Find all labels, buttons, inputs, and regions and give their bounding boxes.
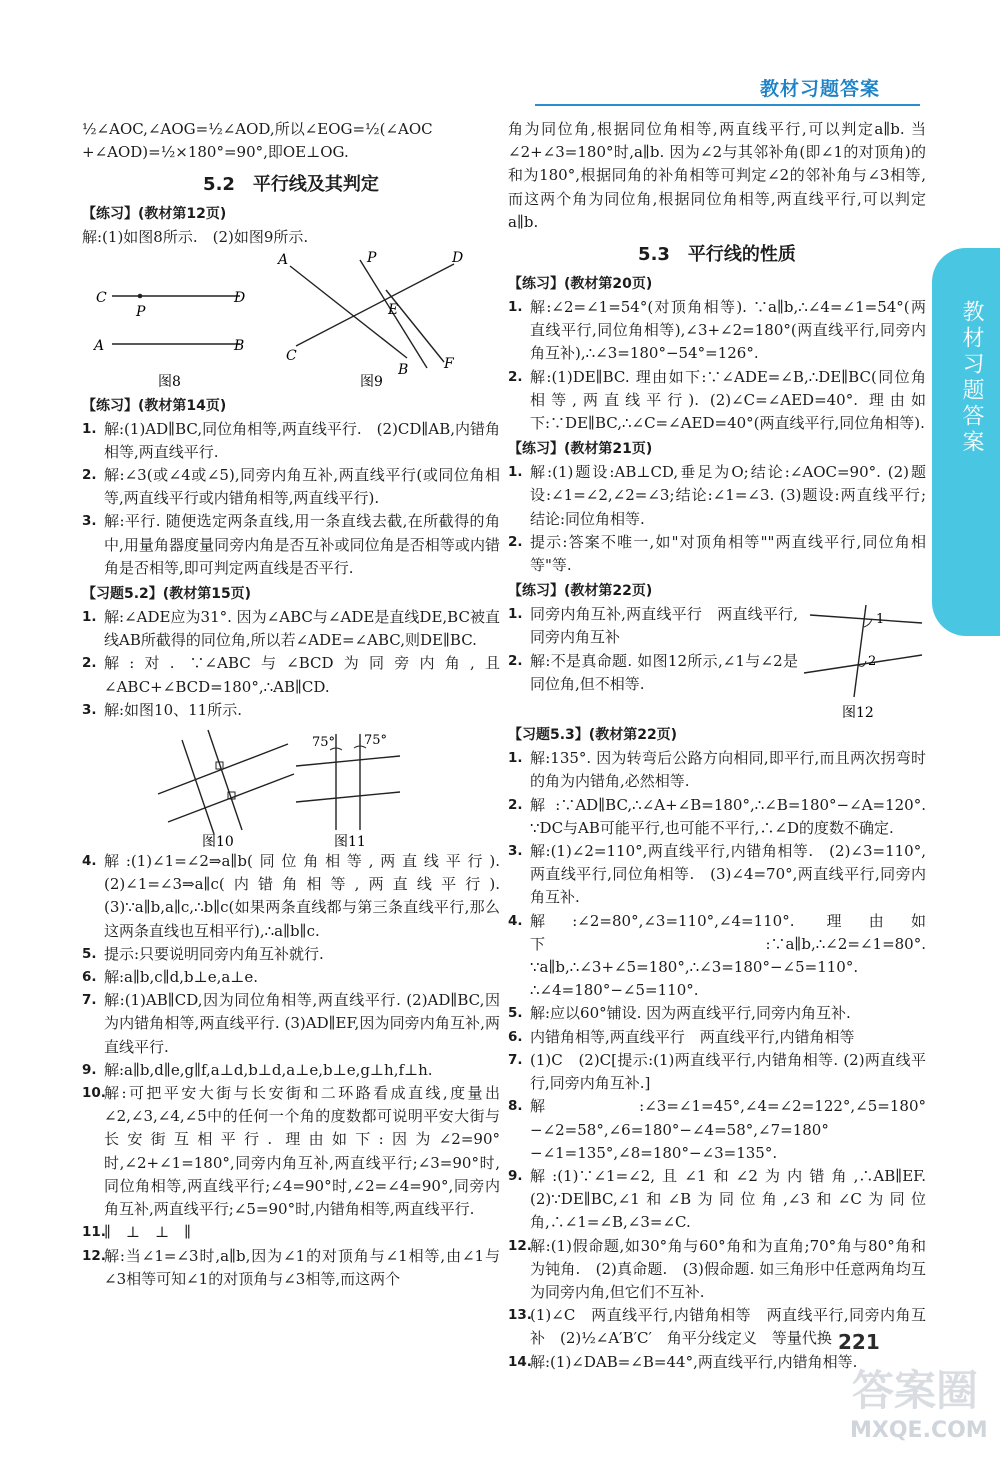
fig11-caption: 图11 [334, 834, 366, 851]
list-item: 1. 解:∠ADE应为31°. 因为∠ABC与∠ADE是直线DE,BC被直线AB所截得的同位角,所以若∠ADE=∠ABC,则DE∥BC. [82, 608, 500, 650]
figures-10-11 [82, 722, 500, 850]
exercise-title-p20: 【练习】(教材第20页) [508, 276, 653, 293]
list-item: 9. 解:(1)∵∠1=∠2,且∠1和∠2为内错角,∴AB∥EF. (2)∵DE∥BC,∠1和∠B为同位角,∠3和∠C为同位角,∴∠1=∠B,∠3=∠C. [508, 1166, 926, 1232]
list-item: 3. 解:(1)∠2=110°,两直线平行,内错角相等. (2)∠3=110°,两直线平行,同位角相等. (3)∠4=70°,两直线平行,同旁内角互补. [508, 842, 926, 907]
header-rule [535, 104, 920, 106]
list-item: 2. 提示:答案不唯一,如"对顶角相等""两直线平行,同位角相等"等. [508, 532, 926, 575]
list-item: 2. 解:(1)DE∥BC. 理由如下:∵∠ADE=∠B,∴DE∥BC(同位角相等,两直线平行). (2)∠C=∠AED=40°. 理由如下:∵DE∥BC,∴∠C=∠AED=40°(两直线平行,同位角相等). [508, 367, 926, 433]
figures-8-9 [82, 250, 500, 392]
exercise-title-p22: 【练习】(教材第22页) [508, 583, 653, 600]
fig12-caption: 图12 [842, 705, 874, 722]
list-item: 7. 解:(1)AB∥CD,因为同位角相等,两直线平行. (2)AD∥BC,因为内错角相等,两直线平行. (3)AD∥EF,因为同旁内角互补,两直线平行. [82, 991, 500, 1056]
fig9-label-A: A [278, 251, 289, 268]
fig9-label-B: B [398, 361, 409, 378]
fig9-label-D: D [452, 249, 464, 266]
fig10-caption: 图10 [202, 834, 234, 851]
section-heading-5-2: 5.2 平行线及其判定 [203, 174, 379, 196]
fig9-caption: 图9 [360, 373, 383, 390]
fig9-label-P: P [367, 249, 377, 266]
list-item: 12. 解:(1)假命题,如30°角与60°角和为直角;70°角与80°角和为钝角. (2)真命题. (3)假命题. 如三角形中任意两角均互为同旁内角,但它们不互补. [508, 1236, 926, 1301]
intro-line-2: +∠AOD)=½×180°=90°,即OE⊥OG. [82, 143, 349, 162]
side-tab-label: 教材习题答案 [959, 300, 984, 456]
list-item: 12. 解:当∠1=∠3时,a∥b,因为∠1的对顶角与∠1相等,由∠1与∠3相等可知∠1的对顶角与∠3相等,而这两个 [82, 1246, 500, 1288]
list-item: 2. 解:∵AD∥BC,∴∠A+∠B=180°,∴∠B=180°−∠A=120°. ∵DC与AB可能平行,也可能不平行,∴∠D的度数不确定. [508, 795, 926, 837]
problem-set-title-5-2: 【习题5.2】(教材第15页) [82, 586, 252, 603]
list-item: 10. 解:可把平安大街与长安街和二环路看成直线,度量出∠2,∠3,∠4,∠5中的任何一个角的度数都可说明平安大街与长安街互相平行. 理由如下:因为∠2=90°时,∠2+∠1=180°,同旁内角互补,两直线平行;∠3=90°时,同位角相等,两直线平行;∠4=90°时,∠2=∠4=90°,同旁内角互补,两直线平行;∠5=90°时,内错角相等,两直线平行. [82, 1084, 500, 1219]
list-item: 4. 解:∠2=80°,∠3=110°,∠4=110°. 理由如下:∵a∥b,∴∠2=∠1=80°. ∵a∥b,∴∠3+∠5=180°,∴∠3=180°−∠5=110°. ∴∠4=180°−∠5=110°. [508, 911, 926, 1000]
intro-line-1: ½∠AOC,∠AOG=½∠AOD,所以∠EOG=½(∠AOC [82, 120, 433, 138]
list-item: 3. 解:平行. 随便选定两条直线,用一条直线去截,在所截得的角中,用量角器度量同旁内角是否互补或同位角是否相等或内错角是否相等,即可判定两直线是否平行. [82, 512, 500, 577]
list-item: 2. 解:对. ∵∠ABC与∠BCD为同旁内角,且∠ABC+∠BCD=180°,∴AB∥CD. [82, 654, 500, 696]
fig11-angle-2: 75° [364, 733, 388, 749]
exercise-title-p14: 【练习】(教材第14页) [82, 397, 227, 414]
list-item: 2. 解:∠3(或∠4或∠5),同旁内角互补,两直线平行(或同位角相等,两直线平行或内错角相等,两直线平行). [82, 466, 500, 508]
figure-10 [82, 722, 500, 850]
list-item: 3. 解:如图10、11所示. [82, 700, 242, 719]
fig9-label-E: E [388, 301, 399, 318]
continued-text: 角为同位角,根据同位角相等,两直线平行,可以判定a∥b. 当∠2+∠3=180°时,a∥b. 因为∠2与其邻补角(即∠1的对顶角)的和为180°,根据同角的补角相等可判定∠2的邻补角与∠3相等,而这两个角为同位角,根据同位角相等,两直线平行,可以判定a∥b. [508, 120, 926, 231]
watermark-logo: 答案圈 [852, 1366, 979, 1415]
list-item: 9. 解:a∥b,d∥e,g∥f,a⊥d,b⊥d,a⊥e,b⊥e,g⊥h,f⊥h. [82, 1060, 433, 1079]
fig8-label-P: P [136, 303, 146, 320]
list-item: 1. 解:135°. 因为转弯后公路方向相同,即平行,而且两次拐弯时的角为内错角,必然相等. [508, 749, 926, 791]
header-title: 教材习题答案 [760, 78, 881, 100]
list-item: 5. 解:应以60°铺设. 因为两直线平行,同旁内角互补. [508, 1004, 851, 1023]
figure-8 [82, 250, 500, 392]
figure-11 [296, 733, 400, 850]
left-column [82, 118, 500, 1291]
exercise-text-p12: 解:(1)如图8所示. (2)如图9所示. [82, 228, 309, 247]
fig9-label-C: C [286, 347, 297, 364]
page-number: 221 [838, 1330, 880, 1354]
section-heading-5-3: 5.3 平行线的性质 [638, 244, 796, 266]
watermark-url: MXQE.COM [850, 1418, 988, 1443]
fig8-caption: 图8 [158, 373, 181, 390]
fig8-label-D: D [234, 289, 246, 306]
list-item: 5. 提示:只要说明同旁内角互补就行. [82, 944, 324, 963]
list-item: 7. (1)C (2)C[提示:(1)两直线平行,内错角相等. (2)两直线平行,同旁内角互补.] [508, 1050, 926, 1093]
list-item: 13. (1)∠C 两直线平行,内错角相等 两直线平行,同旁内角互补 (2)½∠A′B′C′ 角平分线定义 等量代换 [508, 1306, 926, 1348]
right-column [508, 118, 926, 1374]
list-item: 14. 解:(1)∠DAB=∠B=44°,两直线平行,内错角相等. [508, 1352, 858, 1371]
list-item: 2. 解:不是真命题. 如图12所示,∠1与∠2是同位角,但不相等. [508, 651, 798, 693]
fig12-label-2: 2 [868, 654, 877, 670]
fig8-label-C: C [96, 289, 107, 306]
fig9-label-F: F [444, 355, 454, 372]
list-item: 1. 同旁内角互补,两直线平行 两直线平行,同旁内角互补 [508, 605, 798, 647]
list-item: 1. 解:∠2=∠1=54°(对顶角相等). ∵a∥b,∴∠4=∠1=54°(两直线平行,同位角相等),∠3+∠2=180°(两直线平行,同旁内角互补),∴∠3=180°−54°=126°. [508, 298, 926, 363]
list-item: 1. 解:(1)题设:AB⊥CD,垂足为O;结论:∠AOC=90°. (2)题设:∠1=∠2,∠2=∠3;结论:∠1=∠3. (3)题设:两直线平行;结论:同位角相等. [508, 463, 926, 528]
fig8-label-A: A [94, 337, 105, 354]
list-item: 6. 解:a∥b,c∥d,b⊥e,a⊥e. [82, 968, 259, 987]
exercise-title-p12: 【练习】(教材第12页) [82, 206, 227, 223]
problem-set-title-5-3: 【习题5.3】(教材第22页) [508, 727, 678, 744]
list-item: 1. 解:(1)AD∥BC,同位角相等,两直线平行. (2)CD∥AB,内错角相等,两直线平行. [82, 419, 500, 461]
fig8-label-B: B [234, 337, 245, 354]
exercise-title-p21: 【练习】(教材第21页) [508, 441, 653, 458]
list-item: 11. ∥ ⊥ ⊥ ∥ [82, 1223, 192, 1242]
exercise-p22-block [508, 603, 926, 721]
list-item: 4. 解:(1)∠1=∠2⇒a∥b(同位角相等,两直线平行). (2)∠1=∠3⇒a∥c(内错角相等,两直线平行). (3)∵a∥b,a∥c,∴b∥c(如果两条直线都与第三条直线平行,那么这两条直线也互相平行),∴a∥b∥c. [82, 852, 500, 940]
figure-9 [276, 250, 463, 390]
figure-12 [798, 603, 926, 721]
fig12-label-1: 1 [876, 612, 885, 628]
list-item: 6. 内错角相等,两直线平行 两直线平行,内错角相等 [508, 1027, 855, 1046]
list-item: 8. 解:∠3=∠1=45°,∠4=∠2=122°,∠5=180°−∠2=58°,∠6=180°−∠4=58°,∠7=180°−∠1=135°,∠8=180°−∠3=135°. [508, 1097, 926, 1162]
fig11-angle-1: 75° [312, 735, 336, 751]
